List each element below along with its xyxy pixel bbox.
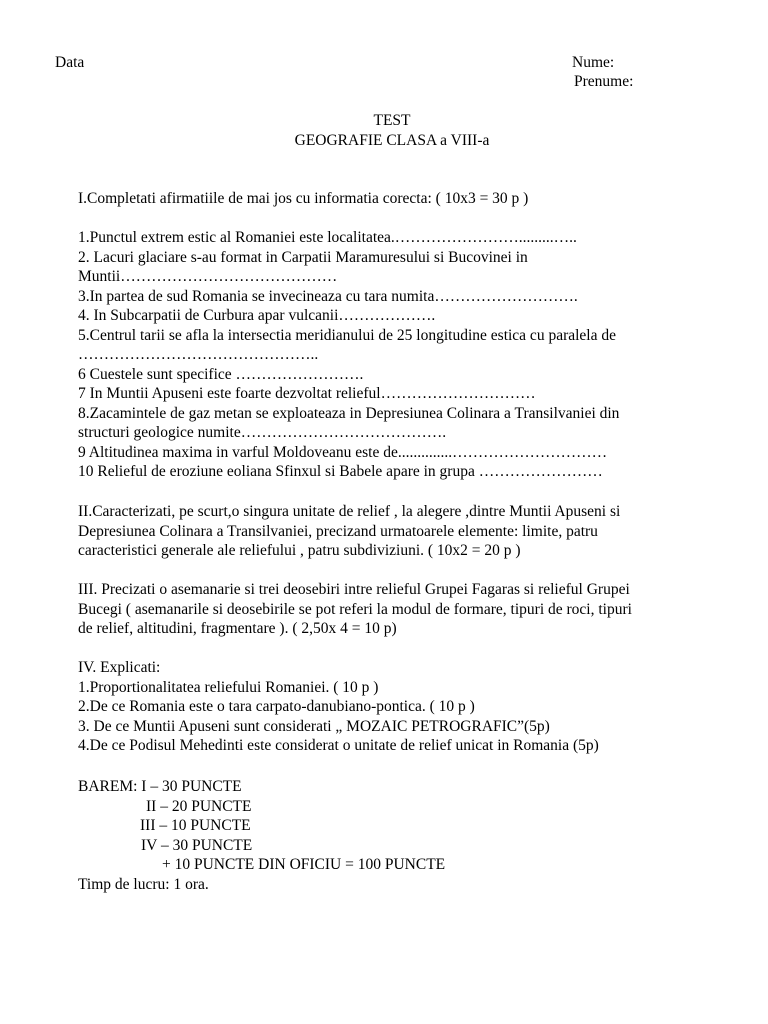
section-1 [78, 189, 718, 482]
section-1-line: 5.Centrul tarii se afla la intersectia meridianului de 25 longitudine estica cu paralela de [78, 326, 616, 344]
section-2-line: Depresiunea Colinara a Transilvaniei, precizand urmatoarele elemente: limite, patru [78, 522, 598, 540]
section-1-line: ……………………………………….. [78, 346, 319, 363]
section-1-line: structuri geologice numite…………………………………. [78, 424, 447, 441]
section-1-line: 4. In Subcarpatii de Curbura apar vulcanii………………. [78, 307, 436, 324]
section-1-line: 2. Lacuri glaciare s-au format in Carpatii Maramuresului si Bucovinei in [78, 248, 528, 266]
section-2-line: II.Caracterizati, pe scurt,o singura unitate de relief , la alegere ,dintre Muntii Apuseni si [78, 503, 621, 520]
section-1-line: 3.In partea de sud Romania se invecineaza cu tara numita………………………. [78, 287, 578, 305]
section-3-line: de relief, altitudini, fragmentare ). ( 2,50x 4 = 10 p) [78, 620, 397, 637]
section-1-line: 8.Zacamintele de gaz metan se exploateaza in Depresiunea Colinara a Transilvaniei din [78, 404, 620, 422]
section-3 [78, 580, 718, 639]
section-4-line: 3. De ce Muntii Apuseni sunt considerati „ MOZAIC PETROGRAFIC”(5p) [78, 717, 550, 735]
barem-line-5: + 10 PUNCTE DIN OFICIU = 100 PUNCTE [162, 856, 446, 873]
section-1-line: 10 Relieful de eroziune eoliana Sfinxul si Babele apare in grupa …………………… [78, 463, 603, 480]
section-1-line: 9 Altitudinea maxima in varful Moldoveanu este de..............………………………… [78, 443, 608, 461]
section-1-line: Muntii…………………………………… [78, 268, 338, 285]
section-4-heading: IV. Explicati: [78, 659, 161, 676]
section-3-line: Bucegi ( asemanarile si deosebirile se pot referi la modul de formare, tipuri de roci, tipuri [78, 600, 632, 618]
test-subtitle: GEOGRAFIE CLASA a VIII-a [294, 132, 490, 149]
surname-label: Prenume: [574, 73, 634, 90]
work-time: Timp de lucru: 1 ora. [78, 876, 209, 893]
test-title: TEST [373, 112, 411, 129]
section-2 [78, 502, 718, 561]
section-4-line: 4.De ce Podisul Mehedinti este considerat o unitate de relief unicat in Romania (5p) [78, 737, 599, 754]
section-4-line: 1.Proportionalitatea reliefului Romaniei. ( 10 p ) [78, 678, 379, 696]
section-1-line: 6 Cuestele sunt specifice ……………………. [78, 365, 364, 383]
section-4-line: 2.De ce Romania este o tara carpato-danubiano-pontica. ( 10 p ) [78, 698, 475, 715]
barem-line-2: II – 20 PUNCTE [146, 798, 252, 815]
barem-line-1: BAREM: I – 30 PUNCTE [78, 778, 242, 795]
section-2-line: caracteristici generale ale reliefului , patru subdiviziuni. ( 10x2 = 20 p ) [78, 542, 521, 559]
barem-line-3: III – 10 PUNCTE [140, 817, 251, 834]
section-1-line: 7 In Muntii Apuseni este foarte dezvoltat relieful………………………… [78, 385, 536, 402]
section-3-line: III. Precizati o asemanarie si trei deosebiri intre relieful Grupei Fagaras si relieful Grupei [78, 581, 630, 598]
barem-line-4: IV – 30 PUNCTE [141, 837, 253, 854]
section-1-heading: I.Completati afirmatiile de mai jos cu informatia corecta: ( 10x3 = 30 p ) [78, 190, 529, 207]
section-4 [78, 658, 718, 756]
section-1-line: 1.Punctul extrem estic al Romaniei este localitatea.…………………….........….. [78, 229, 577, 246]
name-label: Nume: [572, 54, 615, 71]
date-label: Data [55, 54, 85, 71]
